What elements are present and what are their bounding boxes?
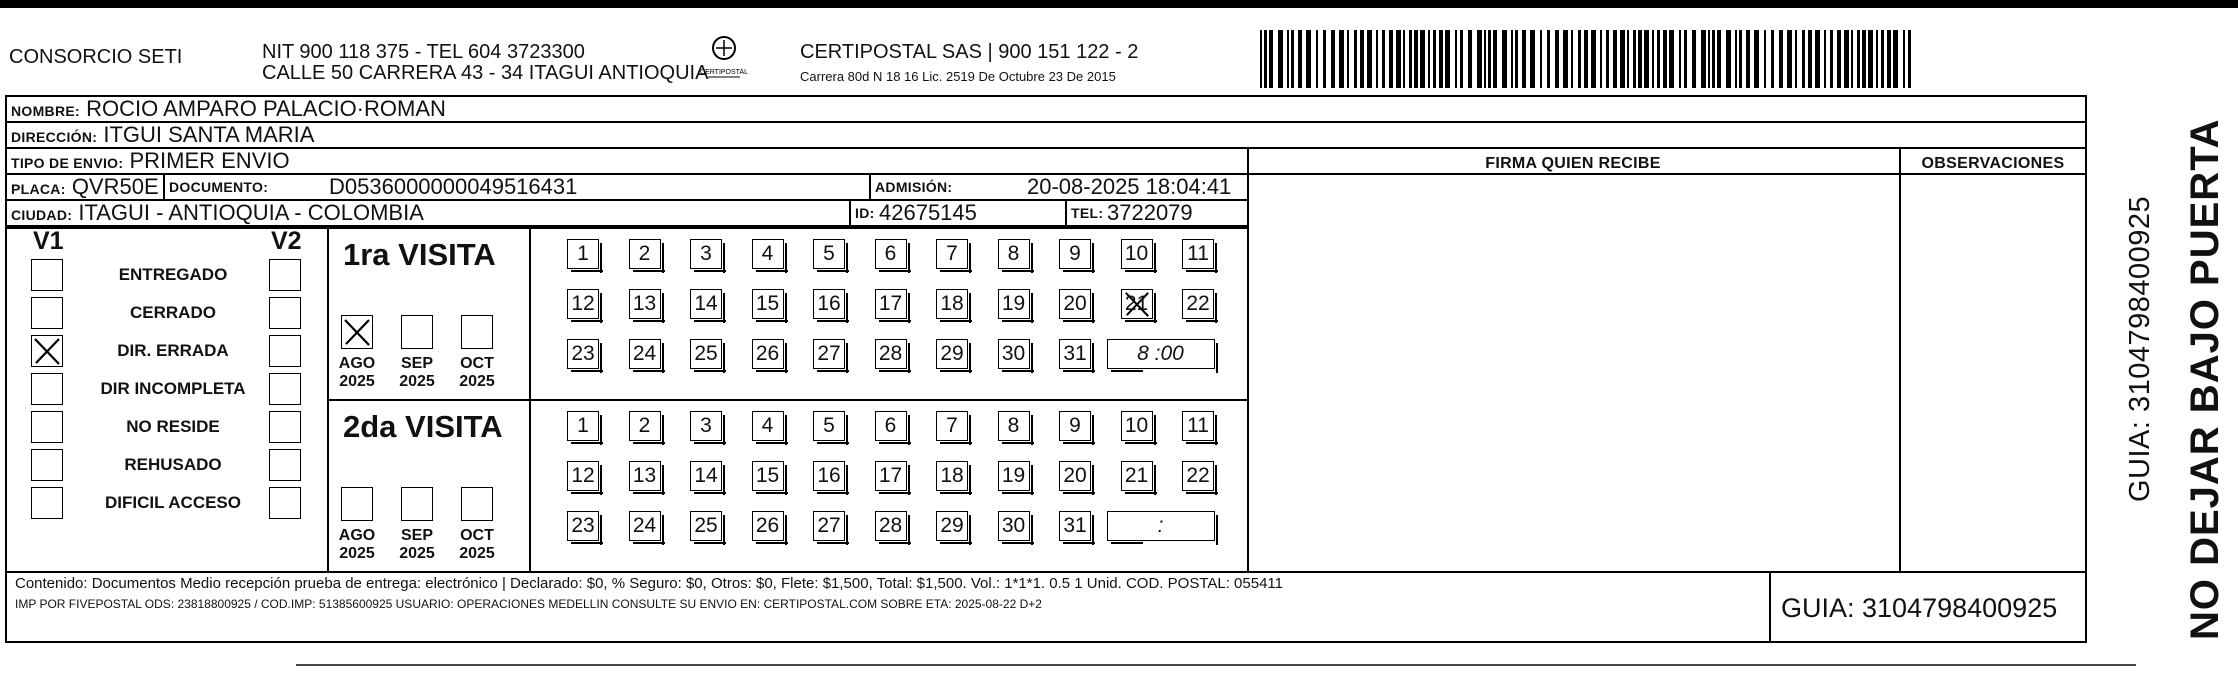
day-box[interactable]: 1 — [567, 411, 599, 441]
id-label: ID: — [855, 205, 875, 221]
barcode-bar — [1382, 30, 1385, 88]
barcode-bar — [1887, 30, 1891, 88]
footer-imp: IMP POR FIVEPOSTAL ODS: 23818800925 / COD.IMP: 51385600925 USUARIO: OPERACIONES MEDELLIN CONSULTE SU ENVIO EN: CERTIPOSTAL.COM SOBRE ETA: 2025-08-22 D+2 — [15, 597, 1042, 611]
month-label: SEP — [400, 527, 433, 544]
day-box[interactable]: 4 — [752, 239, 784, 269]
month-label: OCT — [460, 355, 494, 372]
barcode-bar — [1584, 30, 1588, 88]
day-box[interactable]: 24 — [629, 339, 661, 369]
day-box[interactable]: 20 — [1059, 289, 1091, 319]
admision-value: 20-08-2025 18:04:41 — [1027, 174, 1232, 199]
v1-checkbox[interactable] — [31, 335, 63, 367]
tipo-label: TIPO DE ENVIO: — [11, 155, 124, 171]
barcode-bar — [1477, 30, 1482, 88]
barcode-bar — [1876, 30, 1878, 88]
day-box[interactable]: 2 — [629, 411, 661, 441]
month-year: 2025 — [459, 373, 495, 390]
observaciones-header: OBSERVACIONES — [1921, 155, 2065, 172]
company-name: CONSORCIO SETI — [9, 46, 183, 68]
month-year: 2025 — [339, 373, 375, 390]
barcode-bar — [1844, 30, 1849, 88]
day-box[interactable]: 23 — [567, 511, 599, 541]
documento-label: DOCUMENTO: — [169, 179, 269, 195]
barcode-bar — [1726, 30, 1731, 88]
barcode-bar — [1669, 30, 1674, 88]
delivery-form — [5, 95, 2087, 643]
status-label: ENTREGADO — [118, 265, 228, 284]
nit-line: NIT 900 118 375 - TEL 604 3723300 — [262, 41, 585, 63]
barcode-bar — [1684, 30, 1687, 88]
divider — [1065, 201, 1067, 227]
day-box[interactable]: 17 — [875, 461, 907, 491]
nombre-label: NOMBRE: — [11, 103, 80, 119]
barcode-bar — [1815, 30, 1820, 88]
admision-label: ADMISIÓN: — [875, 179, 953, 195]
v2-checkbox[interactable] — [269, 487, 301, 519]
barcode-bar — [1323, 30, 1326, 88]
status-label: REHUSADO — [124, 455, 222, 474]
barcode-bar — [1627, 30, 1629, 88]
barcode-bar — [1389, 30, 1393, 88]
barcode-bar — [1484, 30, 1486, 88]
barcode-bar — [1502, 30, 1507, 88]
barcode-bar — [1692, 30, 1696, 88]
day-box[interactable]: 27 — [813, 339, 845, 369]
day-box[interactable]: 12 — [567, 289, 599, 319]
day-box[interactable]: 29 — [936, 511, 968, 541]
day-box[interactable]: 31 — [1059, 339, 1091, 369]
side-guia: GUIA: 3104798400925 — [2124, 195, 2156, 502]
tel-value: 3722079 — [1107, 200, 1193, 225]
day-box[interactable]: 19 — [998, 461, 1030, 491]
day-box[interactable]: 26 — [752, 339, 784, 369]
barcode-bar — [1403, 30, 1405, 88]
barcode-bar — [1771, 30, 1774, 88]
check-mark-icon — [342, 316, 372, 348]
v2-checkbox[interactable] — [269, 259, 301, 291]
barcode-bar — [1735, 30, 1737, 88]
day-box[interactable]: 18 — [936, 461, 968, 491]
row-nombre — [7, 97, 2085, 123]
divider — [163, 175, 165, 201]
barcode-bar — [1409, 30, 1412, 88]
time-field[interactable]: : — [1107, 511, 1215, 541]
barcode-bar — [1455, 30, 1457, 88]
barcode-bar — [1522, 30, 1526, 88]
obs-divider — [1899, 149, 1901, 571]
day-box[interactable]: 20 — [1059, 461, 1091, 491]
barcode-bar — [1739, 30, 1742, 88]
address-line: CALLE 50 CARRERA 43 - 34 ITAGUI ANTIOQUIA — [262, 62, 709, 84]
barcode-bar — [1264, 30, 1267, 88]
v1-checkbox[interactable] — [31, 373, 63, 405]
barcode-bar — [1347, 30, 1349, 88]
barcode-bar — [1260, 30, 1262, 88]
barcode-bar — [1339, 30, 1344, 88]
day-box[interactable]: 10 — [1121, 411, 1153, 441]
v1-checkbox[interactable] — [31, 259, 63, 291]
month-checkbox[interactable] — [401, 487, 433, 521]
barcode-bar — [1808, 30, 1812, 88]
barcode-bar — [1511, 30, 1513, 88]
barcode-bar — [1862, 30, 1866, 88]
barcode-bar — [1606, 30, 1609, 88]
check-mark-icon — [32, 336, 62, 366]
day-box[interactable]: 26 — [752, 511, 784, 541]
day-box[interactable]: 19 — [998, 289, 1030, 319]
day-box[interactable]: 31 — [1059, 511, 1091, 541]
barcode-bar — [1515, 30, 1518, 88]
footer-line — [7, 571, 2085, 573]
barcode-bar — [1824, 30, 1826, 88]
barcode-bar — [1893, 30, 1898, 88]
barcode-bar — [1468, 30, 1472, 88]
firma-divider — [1247, 149, 1249, 571]
barcode-bar — [1306, 30, 1311, 88]
barcode-bar — [1298, 30, 1302, 88]
barcode-bar — [1316, 30, 1318, 88]
second-visit-title: 2da VISITA — [343, 409, 503, 444]
barcode-bar — [1460, 30, 1463, 88]
barcode-bar — [1278, 30, 1283, 88]
barcode-bar — [1331, 30, 1335, 88]
month-checkbox[interactable] — [341, 487, 373, 521]
barcode-bar — [1868, 30, 1873, 88]
license-line: Carrera 80d N 18 16 Lic. 2519 De Octubre 23 De 2015 — [800, 69, 1116, 84]
barcode-bar — [1795, 30, 1797, 88]
day-box[interactable]: 23 — [567, 339, 599, 369]
day-box[interactable]: 21 — [1121, 461, 1153, 491]
barcode-bar — [1600, 30, 1602, 88]
v1-checkbox[interactable] — [31, 297, 63, 329]
barcode-bar — [1787, 30, 1792, 88]
barcode-bar — [1746, 30, 1750, 88]
barcode-bar — [1638, 30, 1642, 88]
side-warning: NO DEJAR BAJO PUERTA — [2183, 118, 2227, 640]
divider — [869, 175, 871, 201]
month-year: 2025 — [399, 545, 435, 562]
footer-guia: GUIA: 3104798400925 — [1781, 593, 2058, 623]
barcode-bar — [1354, 30, 1357, 88]
barcode-bar — [1540, 30, 1542, 88]
month-checkbox[interactable] — [461, 315, 493, 349]
month-label: AGO — [338, 527, 376, 544]
day-box[interactable]: 5 — [813, 411, 845, 441]
day-box[interactable]: 12 — [567, 461, 599, 491]
day-box[interactable]: 15 — [752, 461, 784, 491]
day-box[interactable]: 29 — [936, 339, 968, 369]
day-box[interactable]: 22 — [1182, 289, 1214, 319]
day-box[interactable]: 14 — [690, 461, 722, 491]
barcode-bar — [1445, 30, 1450, 88]
row-ciudad — [7, 201, 1247, 227]
day-box[interactable]: 9 — [1059, 239, 1091, 269]
v1-checkbox[interactable] — [31, 411, 63, 443]
placa-label: PLACA: — [11, 181, 66, 197]
barcode-bar — [1493, 30, 1497, 88]
barcode-bar — [1908, 30, 1911, 88]
v1-checkbox[interactable] — [31, 449, 63, 481]
barcode-bar — [1663, 30, 1667, 88]
day-box[interactable]: 16 — [813, 461, 845, 491]
barcode-bar — [1287, 30, 1289, 88]
barcode-bar — [1376, 30, 1378, 88]
status-top-line — [7, 227, 1247, 229]
day-box[interactable] — [1121, 289, 1153, 319]
barcode-bar — [1644, 30, 1649, 88]
direccion-value: ITGUI SANTA MARIA — [103, 122, 315, 147]
barcode-bar — [1857, 30, 1860, 88]
divider — [849, 201, 851, 227]
day-box[interactable]: 22 — [1182, 461, 1214, 491]
barcode-bar — [1708, 30, 1710, 88]
month-label: AGO — [338, 355, 376, 372]
time-field[interactable]: 8 :00 — [1107, 339, 1215, 369]
firma-header-line — [1247, 173, 2085, 175]
barcode-bar — [1652, 30, 1654, 88]
barcode-bar — [1547, 30, 1550, 88]
v1-checkbox[interactable] — [31, 487, 63, 519]
bottom-line — [296, 664, 2136, 666]
day-box[interactable]: 2 — [629, 239, 661, 269]
barcode-bar — [1754, 30, 1759, 88]
barcode-bar — [1530, 30, 1535, 88]
day-box[interactable]: 3 — [690, 239, 722, 269]
barcode-bar — [1701, 30, 1706, 88]
footer-guia-divider — [1769, 571, 1771, 643]
month-label: SEP — [400, 355, 433, 372]
first-visit-title: 1ra VISITA — [343, 237, 496, 272]
ciudad-value: ITAGUI - ANTIOQUIA - COLOMBIA — [78, 200, 424, 225]
certipostal-line: CERTIPOSTAL SAS | 900 151 122 - 2 — [800, 41, 1139, 63]
day-box[interactable]: 7 — [936, 239, 968, 269]
v2-checkbox[interactable] — [269, 297, 301, 329]
month-checkbox[interactable] — [341, 315, 373, 349]
firma-header: FIRMA QUIEN RECIBE — [1485, 155, 1661, 172]
month-year: 2025 — [459, 545, 495, 562]
status-label: DIFICIL ACCESO — [104, 493, 241, 512]
barcode-bar — [1571, 30, 1573, 88]
day-box[interactable]: 15 — [752, 289, 784, 319]
barcode-bar — [1881, 30, 1884, 88]
day-box[interactable]: 28 — [875, 511, 907, 541]
day-box[interactable]: 24 — [629, 511, 661, 541]
day-box[interactable]: 18 — [936, 289, 968, 319]
day-box[interactable]: 13 — [629, 461, 661, 491]
month-year: 2025 — [339, 545, 375, 562]
barcode-bar — [1657, 30, 1660, 88]
visit-divider — [327, 399, 1247, 401]
barcode — [1260, 30, 1920, 88]
barcode-bar — [1830, 30, 1833, 88]
v2-checkbox[interactable] — [269, 335, 301, 367]
barcode-bar — [1428, 30, 1430, 88]
v2-checkbox[interactable] — [269, 449, 301, 481]
day-box[interactable]: 10 — [1121, 239, 1153, 269]
barcode-bar — [1433, 30, 1436, 88]
id-value: 42675145 — [879, 200, 977, 225]
barcode-bar — [1269, 30, 1273, 88]
top-border — [0, 0, 2238, 8]
day-box[interactable]: 25 — [690, 511, 722, 541]
day-box[interactable]: 13 — [629, 289, 661, 319]
barcode-bar — [1488, 30, 1491, 88]
day-box[interactable]: 28 — [875, 339, 907, 369]
placa-value: QVR50E — [71, 174, 159, 199]
day-box[interactable]: 8 — [998, 239, 1030, 269]
day-box[interactable]: 27 — [813, 511, 845, 541]
v2-checkbox[interactable] — [269, 411, 301, 443]
barcode-bar — [1291, 30, 1294, 88]
barcode-bar — [1717, 30, 1721, 88]
month-year: 2025 — [399, 373, 435, 390]
barcode-bar — [1679, 30, 1681, 88]
barcode-bar — [1420, 30, 1425, 88]
day-box[interactable]: 9 — [1059, 411, 1091, 441]
tipo-value: PRIMER ENVIO — [129, 148, 290, 173]
barcode-bar — [1367, 30, 1372, 88]
day-box[interactable]: 6 — [875, 239, 907, 269]
row-placa — [7, 175, 1247, 201]
barcode-bar — [1903, 30, 1905, 88]
tel-label: TEL: — [1071, 205, 1104, 221]
barcode-bar — [1779, 30, 1783, 88]
day-box[interactable]: 1 — [567, 239, 599, 269]
certipostal-logo — [700, 34, 748, 80]
day-box[interactable]: 8 — [998, 411, 1030, 441]
nombre-value: ROCIO AMPARO PALACIO·ROMAN — [86, 96, 446, 121]
barcode-bar — [1837, 30, 1841, 88]
day-box[interactable]: 30 — [998, 511, 1030, 541]
day-box[interactable]: 5 — [813, 239, 845, 269]
barcode-bar — [1578, 30, 1581, 88]
direccion-label: DIRECCIÓN: — [11, 129, 98, 145]
day-box[interactable]: 17 — [875, 289, 907, 319]
barcode-bar — [1851, 30, 1853, 88]
day-box[interactable]: 30 — [998, 339, 1030, 369]
ciudad-label: CIUDAD: — [11, 207, 73, 223]
v1-label: V1 — [33, 227, 64, 255]
barcode-bar — [1396, 30, 1401, 88]
barcode-bar — [1563, 30, 1568, 88]
day-box[interactable]: 16 — [813, 289, 845, 319]
barcode-bar — [1620, 30, 1625, 88]
day-box[interactable]: 11 — [1182, 411, 1214, 441]
month-label: OCT — [460, 527, 494, 544]
day-number: 21 — [1124, 292, 1149, 315]
barcode-bar — [1555, 30, 1559, 88]
day-box[interactable]: 7 — [936, 411, 968, 441]
day-box[interactable]: 4 — [752, 411, 784, 441]
barcode-bar — [1764, 30, 1766, 88]
v2-checkbox[interactable] — [269, 373, 301, 405]
footer-contenido: Contenido: Documentos Medio recepción prueba de entrega: electrónico | Declarado: $0, % Seguro: $0, Otros: $0, Flete: $1,500, Total: $1,500. Vol.: 1*1*1. 0.5 1 Unid. COD. POSTAL: 055411 — [15, 575, 1283, 592]
status-label: NO RESIDE — [126, 417, 220, 436]
day-box[interactable]: 3 — [690, 411, 722, 441]
barcode-bar — [1439, 30, 1443, 88]
barcode-bar — [1712, 30, 1715, 88]
row-direccion — [7, 123, 2085, 149]
barcode-bar — [1613, 30, 1617, 88]
barcode-bar — [1591, 30, 1596, 88]
barcode-bar — [1414, 30, 1418, 88]
day-box[interactable]: 6 — [875, 411, 907, 441]
logo-text: CERTIPOSTAL — [700, 69, 748, 76]
documento-value: D0536000000049516431 — [329, 174, 578, 199]
day-box[interactable]: 25 — [690, 339, 722, 369]
day-box[interactable]: 14 — [690, 289, 722, 319]
month-checkbox[interactable] — [461, 487, 493, 521]
status-label: CERRADO — [130, 303, 216, 322]
month-checkbox[interactable] — [401, 315, 433, 349]
status-label: DIR. ERRADA — [117, 341, 229, 360]
day-box[interactable]: 11 — [1182, 239, 1214, 269]
barcode-bar — [1633, 30, 1636, 88]
v2-label: V2 — [271, 227, 302, 255]
barcode-bar — [1802, 30, 1805, 88]
barcode-bar — [1360, 30, 1364, 88]
status-label: DIR INCOMPLETA — [100, 379, 246, 398]
